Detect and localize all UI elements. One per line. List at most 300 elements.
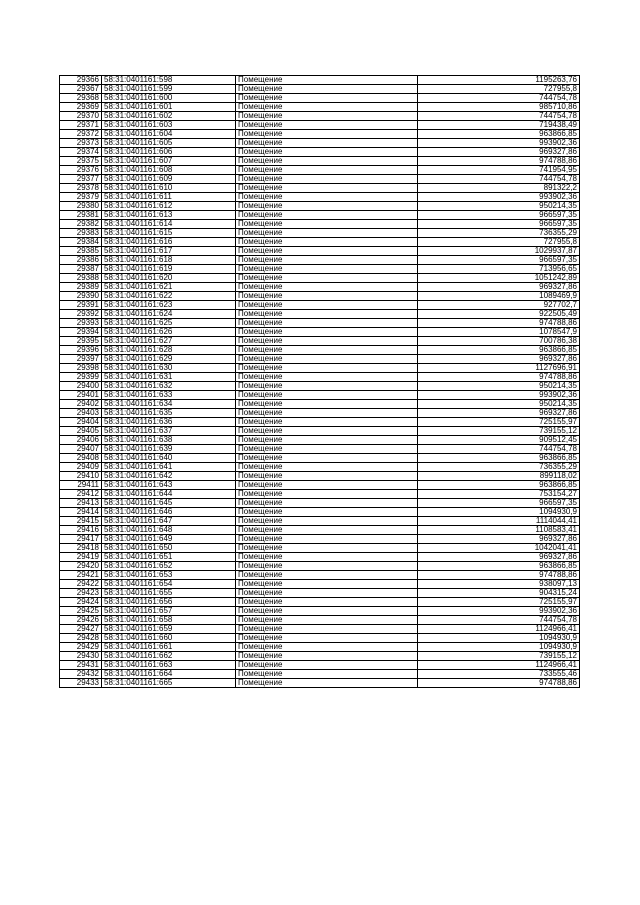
table-row bbox=[60, 274, 580, 283]
cadastral-number-cell: 58:31:0401161:645 bbox=[102, 499, 236, 508]
cadastral-value-cell: 969327,86 bbox=[418, 409, 580, 418]
row-number-cell: 29398 bbox=[60, 364, 102, 373]
cadastral-number-cell: 58:31:0401161:665 bbox=[102, 679, 236, 688]
table-row bbox=[60, 310, 580, 319]
cadastral-number-cell: 58:31:0401161:659 bbox=[102, 625, 236, 634]
row-number-cell: 29413 bbox=[60, 499, 102, 508]
table-row bbox=[60, 625, 580, 634]
table-row bbox=[60, 112, 580, 121]
row-number-cell: 29391 bbox=[60, 301, 102, 310]
cadastral-value-cell: 969327,86 bbox=[418, 148, 580, 157]
row-number-cell: 29427 bbox=[60, 625, 102, 634]
object-type-cell: Помещение bbox=[236, 157, 418, 166]
table-row bbox=[60, 364, 580, 373]
row-number-cell: 29393 bbox=[60, 319, 102, 328]
cadastral-number-cell: 58:31:0401161:598 bbox=[102, 76, 236, 85]
object-type-cell: Помещение bbox=[236, 454, 418, 463]
table-row bbox=[60, 436, 580, 445]
cadastral-number-cell: 58:31:0401161:613 bbox=[102, 211, 236, 220]
table-row bbox=[60, 661, 580, 670]
cadastral-value-cell: 739155,12 bbox=[418, 652, 580, 661]
cadastral-value-cell: 974788,86 bbox=[418, 679, 580, 688]
cadastral-number-cell: 58:31:0401161:644 bbox=[102, 490, 236, 499]
cadastral-number-cell: 58:31:0401161:646 bbox=[102, 508, 236, 517]
object-type-cell: Помещение bbox=[236, 607, 418, 616]
row-number-cell: 29378 bbox=[60, 184, 102, 193]
table-row bbox=[60, 166, 580, 175]
row-number-cell: 29421 bbox=[60, 571, 102, 580]
cadastral-number-cell: 58:31:0401161:619 bbox=[102, 265, 236, 274]
cadastral-number-cell: 58:31:0401161:616 bbox=[102, 238, 236, 247]
object-type-cell: Помещение bbox=[236, 382, 418, 391]
table-row bbox=[60, 670, 580, 679]
table-row bbox=[60, 85, 580, 94]
object-type-cell: Помещение bbox=[236, 445, 418, 454]
cadastral-value-table bbox=[59, 75, 580, 688]
row-number-cell: 29380 bbox=[60, 202, 102, 211]
cadastral-number-cell: 58:31:0401161:652 bbox=[102, 562, 236, 571]
row-number-cell: 29424 bbox=[60, 598, 102, 607]
row-number-cell: 29403 bbox=[60, 409, 102, 418]
cadastral-number-cell: 58:31:0401161:610 bbox=[102, 184, 236, 193]
cadastral-value-cell: 744754,78 bbox=[418, 112, 580, 121]
row-number-cell: 29383 bbox=[60, 229, 102, 238]
row-number-cell: 29404 bbox=[60, 418, 102, 427]
cadastral-value-cell: 1094930,9 bbox=[418, 643, 580, 652]
cadastral-number-cell: 58:31:0401161:609 bbox=[102, 175, 236, 184]
row-number-cell: 29431 bbox=[60, 661, 102, 670]
table-row bbox=[60, 463, 580, 472]
cadastral-value-cell: 1078547,9 bbox=[418, 328, 580, 337]
table-row bbox=[60, 445, 580, 454]
table-row bbox=[60, 499, 580, 508]
table-row bbox=[60, 634, 580, 643]
cadastral-value-cell: 950214,35 bbox=[418, 400, 580, 409]
cadastral-number-cell: 58:31:0401161:649 bbox=[102, 535, 236, 544]
object-type-cell: Помещение bbox=[236, 193, 418, 202]
row-number-cell: 29415 bbox=[60, 517, 102, 526]
cadastral-value-cell: 744754,78 bbox=[418, 175, 580, 184]
table-row bbox=[60, 526, 580, 535]
table-row bbox=[60, 319, 580, 328]
row-number-cell: 29433 bbox=[60, 679, 102, 688]
row-number-cell: 29419 bbox=[60, 553, 102, 562]
table-row bbox=[60, 571, 580, 580]
object-type-cell: Помещение bbox=[236, 85, 418, 94]
row-number-cell: 29400 bbox=[60, 382, 102, 391]
table-row bbox=[60, 76, 580, 85]
object-type-cell: Помещение bbox=[236, 274, 418, 283]
row-number-cell: 29376 bbox=[60, 166, 102, 175]
cadastral-value-cell: 966597,35 bbox=[418, 499, 580, 508]
row-number-cell: 29386 bbox=[60, 256, 102, 265]
cadastral-value-cell: 1114044,41 bbox=[418, 517, 580, 526]
object-type-cell: Помещение bbox=[236, 526, 418, 535]
table-row bbox=[60, 373, 580, 382]
cadastral-number-cell: 58:31:0401161:643 bbox=[102, 481, 236, 490]
object-type-cell: Помещение bbox=[236, 211, 418, 220]
table-row bbox=[60, 481, 580, 490]
row-number-cell: 29381 bbox=[60, 211, 102, 220]
object-type-cell: Помещение bbox=[236, 661, 418, 670]
table-row bbox=[60, 409, 580, 418]
cadastral-value-cell: 966597,35 bbox=[418, 211, 580, 220]
object-type-cell: Помещение bbox=[236, 562, 418, 571]
cadastral-number-cell: 58:31:0401161:620 bbox=[102, 274, 236, 283]
row-number-cell: 29428 bbox=[60, 634, 102, 643]
cadastral-value-cell: 966597,35 bbox=[418, 220, 580, 229]
cadastral-value-cell: 725155,97 bbox=[418, 598, 580, 607]
cadastral-value-cell: 950214,35 bbox=[418, 382, 580, 391]
table-row bbox=[60, 553, 580, 562]
object-type-cell: Помещение bbox=[236, 517, 418, 526]
cadastral-number-cell: 58:31:0401161:625 bbox=[102, 319, 236, 328]
cadastral-number-cell: 58:31:0401161:630 bbox=[102, 364, 236, 373]
cadastral-value-cell: 974788,86 bbox=[418, 571, 580, 580]
table-row bbox=[60, 148, 580, 157]
cadastral-number-cell: 58:31:0401161:637 bbox=[102, 427, 236, 436]
cadastral-number-cell: 58:31:0401161:608 bbox=[102, 166, 236, 175]
table-row bbox=[60, 193, 580, 202]
cadastral-number-cell: 58:31:0401161:641 bbox=[102, 463, 236, 472]
object-type-cell: Помещение bbox=[236, 283, 418, 292]
table-row bbox=[60, 328, 580, 337]
object-type-cell: Помещение bbox=[236, 319, 418, 328]
cadastral-value-cell: 909512,45 bbox=[418, 436, 580, 445]
object-type-cell: Помещение bbox=[236, 76, 418, 85]
cadastral-number-cell: 58:31:0401161:636 bbox=[102, 418, 236, 427]
table-row bbox=[60, 247, 580, 256]
row-number-cell: 29412 bbox=[60, 490, 102, 499]
table-row bbox=[60, 607, 580, 616]
cadastral-value-cell: 993902,36 bbox=[418, 139, 580, 148]
object-type-cell: Помещение bbox=[236, 499, 418, 508]
object-type-cell: Помещение bbox=[236, 364, 418, 373]
cadastral-number-cell: 58:31:0401161:633 bbox=[102, 391, 236, 400]
cadastral-value-cell: 1029937,87 bbox=[418, 247, 580, 256]
cadastral-value-cell: 974788,86 bbox=[418, 319, 580, 328]
table-row bbox=[60, 139, 580, 148]
object-type-cell: Помещение bbox=[236, 301, 418, 310]
cadastral-number-cell: 58:31:0401161:622 bbox=[102, 292, 236, 301]
row-number-cell: 29374 bbox=[60, 148, 102, 157]
cadastral-number-cell: 58:31:0401161:629 bbox=[102, 355, 236, 364]
cadastral-number-cell: 58:31:0401161:664 bbox=[102, 670, 236, 679]
object-type-cell: Помещение bbox=[236, 463, 418, 472]
table-row bbox=[60, 346, 580, 355]
object-type-cell: Помещение bbox=[236, 265, 418, 274]
object-type-cell: Помещение bbox=[236, 409, 418, 418]
object-type-cell: Помещение bbox=[236, 436, 418, 445]
row-number-cell: 29397 bbox=[60, 355, 102, 364]
cadastral-value-cell: 700786,38 bbox=[418, 337, 580, 346]
object-type-cell: Помещение bbox=[236, 166, 418, 175]
cadastral-value-cell: 739155,12 bbox=[418, 427, 580, 436]
cadastral-value-cell: 985710,86 bbox=[418, 103, 580, 112]
cadastral-number-cell: 58:31:0401161:626 bbox=[102, 328, 236, 337]
table-row bbox=[60, 427, 580, 436]
cadastral-value-cell: 1124966,41 bbox=[418, 661, 580, 670]
row-number-cell: 29414 bbox=[60, 508, 102, 517]
row-number-cell: 29396 bbox=[60, 346, 102, 355]
object-type-cell: Помещение bbox=[236, 670, 418, 679]
cadastral-value-cell: 899118,02 bbox=[418, 472, 580, 481]
cadastral-value-cell: 1195263,76 bbox=[418, 76, 580, 85]
object-type-cell: Помещение bbox=[236, 373, 418, 382]
object-type-cell: Помещение bbox=[236, 643, 418, 652]
cadastral-value-cell: 1089469,9 bbox=[418, 292, 580, 301]
cadastral-number-cell: 58:31:0401161:623 bbox=[102, 301, 236, 310]
object-type-cell: Помещение bbox=[236, 418, 418, 427]
object-type-cell: Помещение bbox=[236, 328, 418, 337]
cadastral-number-cell: 58:31:0401161:648 bbox=[102, 526, 236, 535]
row-number-cell: 29366 bbox=[60, 76, 102, 85]
row-number-cell: 29390 bbox=[60, 292, 102, 301]
cadastral-value-cell: 969327,86 bbox=[418, 553, 580, 562]
object-type-cell: Помещение bbox=[236, 544, 418, 553]
table-row bbox=[60, 490, 580, 499]
object-type-cell: Помещение bbox=[236, 571, 418, 580]
table-row bbox=[60, 301, 580, 310]
row-number-cell: 29372 bbox=[60, 130, 102, 139]
table-row bbox=[60, 130, 580, 139]
table-row bbox=[60, 94, 580, 103]
cadastral-value-cell: 727955,8 bbox=[418, 85, 580, 94]
cadastral-value-cell: 1051242,89 bbox=[418, 274, 580, 283]
cadastral-value-cell: 974788,86 bbox=[418, 373, 580, 382]
cadastral-value-cell: 950214,35 bbox=[418, 202, 580, 211]
table-row bbox=[60, 265, 580, 274]
object-type-cell: Помещение bbox=[236, 580, 418, 589]
table-row bbox=[60, 337, 580, 346]
cadastral-value-cell: 727955,8 bbox=[418, 238, 580, 247]
cadastral-number-cell: 58:31:0401161:638 bbox=[102, 436, 236, 445]
cadastral-number-cell: 58:31:0401161:654 bbox=[102, 580, 236, 589]
cadastral-number-cell: 58:31:0401161:656 bbox=[102, 598, 236, 607]
object-type-cell: Помещение bbox=[236, 616, 418, 625]
object-type-cell: Помещение bbox=[236, 508, 418, 517]
cadastral-number-cell: 58:31:0401161:607 bbox=[102, 157, 236, 166]
object-type-cell: Помещение bbox=[236, 679, 418, 688]
cadastral-value-cell: 993902,36 bbox=[418, 193, 580, 202]
cadastral-value-cell: 969327,86 bbox=[418, 283, 580, 292]
cadastral-value-cell: 993902,36 bbox=[418, 391, 580, 400]
table-row bbox=[60, 517, 580, 526]
table-row bbox=[60, 616, 580, 625]
row-number-cell: 29368 bbox=[60, 94, 102, 103]
cadastral-number-cell: 58:31:0401161:605 bbox=[102, 139, 236, 148]
cadastral-value-cell: 974788,86 bbox=[418, 157, 580, 166]
cadastral-number-cell: 58:31:0401161:640 bbox=[102, 454, 236, 463]
cadastral-number-cell: 58:31:0401161:631 bbox=[102, 373, 236, 382]
object-type-cell: Помещение bbox=[236, 553, 418, 562]
cadastral-value-cell: 904315,24 bbox=[418, 589, 580, 598]
object-type-cell: Помещение bbox=[236, 238, 418, 247]
table-row bbox=[60, 589, 580, 598]
row-number-cell: 29406 bbox=[60, 436, 102, 445]
row-number-cell: 29418 bbox=[60, 544, 102, 553]
cadastral-number-cell: 58:31:0401161:621 bbox=[102, 283, 236, 292]
row-number-cell: 29395 bbox=[60, 337, 102, 346]
cadastral-value-cell: 927702,7 bbox=[418, 301, 580, 310]
cadastral-number-cell: 58:31:0401161:662 bbox=[102, 652, 236, 661]
row-number-cell: 29423 bbox=[60, 589, 102, 598]
table-row bbox=[60, 184, 580, 193]
cadastral-number-cell: 58:31:0401161:650 bbox=[102, 544, 236, 553]
cadastral-value-cell: 733555,46 bbox=[418, 670, 580, 679]
object-type-cell: Помещение bbox=[236, 598, 418, 607]
row-number-cell: 29394 bbox=[60, 328, 102, 337]
object-type-cell: Помещение bbox=[236, 625, 418, 634]
object-type-cell: Помещение bbox=[236, 355, 418, 364]
row-number-cell: 29409 bbox=[60, 463, 102, 472]
cadastral-value-cell: 963866,85 bbox=[418, 346, 580, 355]
row-number-cell: 29417 bbox=[60, 535, 102, 544]
row-number-cell: 29420 bbox=[60, 562, 102, 571]
cadastral-value-cell: 736355,29 bbox=[418, 229, 580, 238]
cadastral-value-cell: 1127696,91 bbox=[418, 364, 580, 373]
row-number-cell: 29405 bbox=[60, 427, 102, 436]
cadastral-value-cell: 938097,13 bbox=[418, 580, 580, 589]
cadastral-number-cell: 58:31:0401161:658 bbox=[102, 616, 236, 625]
cadastral-number-cell: 58:31:0401161:627 bbox=[102, 337, 236, 346]
table-row bbox=[60, 400, 580, 409]
row-number-cell: 29430 bbox=[60, 652, 102, 661]
object-type-cell: Помещение bbox=[236, 472, 418, 481]
row-number-cell: 29401 bbox=[60, 391, 102, 400]
object-type-cell: Помещение bbox=[236, 337, 418, 346]
cadastral-number-cell: 58:31:0401161:599 bbox=[102, 85, 236, 94]
cadastral-value-cell: 744754,78 bbox=[418, 616, 580, 625]
row-number-cell: 29416 bbox=[60, 526, 102, 535]
table-row bbox=[60, 211, 580, 220]
cadastral-number-cell: 58:31:0401161:612 bbox=[102, 202, 236, 211]
object-type-cell: Помещение bbox=[236, 247, 418, 256]
object-type-cell: Помещение bbox=[236, 130, 418, 139]
row-number-cell: 29382 bbox=[60, 220, 102, 229]
cadastral-value-cell: 891322,2 bbox=[418, 184, 580, 193]
cadastral-value-cell: 963866,85 bbox=[418, 481, 580, 490]
table-row bbox=[60, 220, 580, 229]
object-type-cell: Помещение bbox=[236, 112, 418, 121]
object-type-cell: Помещение bbox=[236, 121, 418, 130]
row-number-cell: 29387 bbox=[60, 265, 102, 274]
object-type-cell: Помещение bbox=[236, 292, 418, 301]
row-number-cell: 29371 bbox=[60, 121, 102, 130]
table-row bbox=[60, 391, 580, 400]
cadastral-number-cell: 58:31:0401161:606 bbox=[102, 148, 236, 157]
cadastral-number-cell: 58:31:0401161:653 bbox=[102, 571, 236, 580]
table-row bbox=[60, 562, 580, 571]
object-type-cell: Помещение bbox=[236, 535, 418, 544]
table-row bbox=[60, 121, 580, 130]
cadastral-value-cell: 725155,97 bbox=[418, 418, 580, 427]
table-row bbox=[60, 679, 580, 688]
row-number-cell: 29402 bbox=[60, 400, 102, 409]
cadastral-value-cell: 966597,35 bbox=[418, 256, 580, 265]
cadastral-value-cell: 922505,49 bbox=[418, 310, 580, 319]
object-type-cell: Помещение bbox=[236, 256, 418, 265]
cadastral-number-cell: 58:31:0401161:600 bbox=[102, 94, 236, 103]
table-row bbox=[60, 382, 580, 391]
object-type-cell: Помещение bbox=[236, 346, 418, 355]
cadastral-value-cell: 969327,86 bbox=[418, 355, 580, 364]
cadastral-number-cell: 58:31:0401161:651 bbox=[102, 553, 236, 562]
cadastral-value-cell: 744754,78 bbox=[418, 94, 580, 103]
cadastral-value-cell: 736355,29 bbox=[418, 463, 580, 472]
row-number-cell: 29408 bbox=[60, 454, 102, 463]
table-row bbox=[60, 238, 580, 247]
table-row bbox=[60, 418, 580, 427]
row-number-cell: 29373 bbox=[60, 139, 102, 148]
cadastral-number-cell: 58:31:0401161:601 bbox=[102, 103, 236, 112]
cadastral-value-cell: 713956,65 bbox=[418, 265, 580, 274]
object-type-cell: Помещение bbox=[236, 310, 418, 319]
cadastral-number-cell: 58:31:0401161:628 bbox=[102, 346, 236, 355]
object-type-cell: Помещение bbox=[236, 94, 418, 103]
cadastral-value-cell: 753154,27 bbox=[418, 490, 580, 499]
row-number-cell: 29367 bbox=[60, 85, 102, 94]
cadastral-number-cell: 58:31:0401161:611 bbox=[102, 193, 236, 202]
cadastral-number-cell: 58:31:0401161:634 bbox=[102, 400, 236, 409]
table-row bbox=[60, 103, 580, 112]
table-row bbox=[60, 175, 580, 184]
cadastral-number-cell: 58:31:0401161:642 bbox=[102, 472, 236, 481]
row-number-cell: 29432 bbox=[60, 670, 102, 679]
cadastral-value-cell: 719438,49 bbox=[418, 121, 580, 130]
object-type-cell: Помещение bbox=[236, 391, 418, 400]
table-row bbox=[60, 535, 580, 544]
table-row bbox=[60, 508, 580, 517]
cadastral-number-cell: 58:31:0401161:614 bbox=[102, 220, 236, 229]
row-number-cell: 29410 bbox=[60, 472, 102, 481]
object-type-cell: Помещение bbox=[236, 220, 418, 229]
cadastral-value-cell: 1042041,41 bbox=[418, 544, 580, 553]
object-type-cell: Помещение bbox=[236, 229, 418, 238]
cadastral-number-cell: 58:31:0401161:602 bbox=[102, 112, 236, 121]
object-type-cell: Помещение bbox=[236, 589, 418, 598]
row-number-cell: 29379 bbox=[60, 193, 102, 202]
cadastral-value-cell: 993902,36 bbox=[418, 607, 580, 616]
table-body bbox=[60, 76, 580, 688]
cadastral-value-cell: 963866,85 bbox=[418, 562, 580, 571]
row-number-cell: 29388 bbox=[60, 274, 102, 283]
row-number-cell: 29389 bbox=[60, 283, 102, 292]
cadastral-value-cell: 741954,95 bbox=[418, 166, 580, 175]
cadastral-number-cell: 58:31:0401161:647 bbox=[102, 517, 236, 526]
table-row bbox=[60, 472, 580, 481]
object-type-cell: Помещение bbox=[236, 202, 418, 211]
table-row bbox=[60, 355, 580, 364]
table-row bbox=[60, 652, 580, 661]
table-row bbox=[60, 598, 580, 607]
cadastral-number-cell: 58:31:0401161:655 bbox=[102, 589, 236, 598]
row-number-cell: 29411 bbox=[60, 481, 102, 490]
table-row bbox=[60, 544, 580, 553]
row-number-cell: 29370 bbox=[60, 112, 102, 121]
table-row bbox=[60, 454, 580, 463]
cadastral-number-cell: 58:31:0401161:617 bbox=[102, 247, 236, 256]
table-row bbox=[60, 580, 580, 589]
cadastral-number-cell: 58:31:0401161:618 bbox=[102, 256, 236, 265]
table-row bbox=[60, 643, 580, 652]
cadastral-number-cell: 58:31:0401161:639 bbox=[102, 445, 236, 454]
object-type-cell: Помещение bbox=[236, 139, 418, 148]
row-number-cell: 29399 bbox=[60, 373, 102, 382]
table-row bbox=[60, 292, 580, 301]
object-type-cell: Помещение bbox=[236, 148, 418, 157]
table-row bbox=[60, 229, 580, 238]
